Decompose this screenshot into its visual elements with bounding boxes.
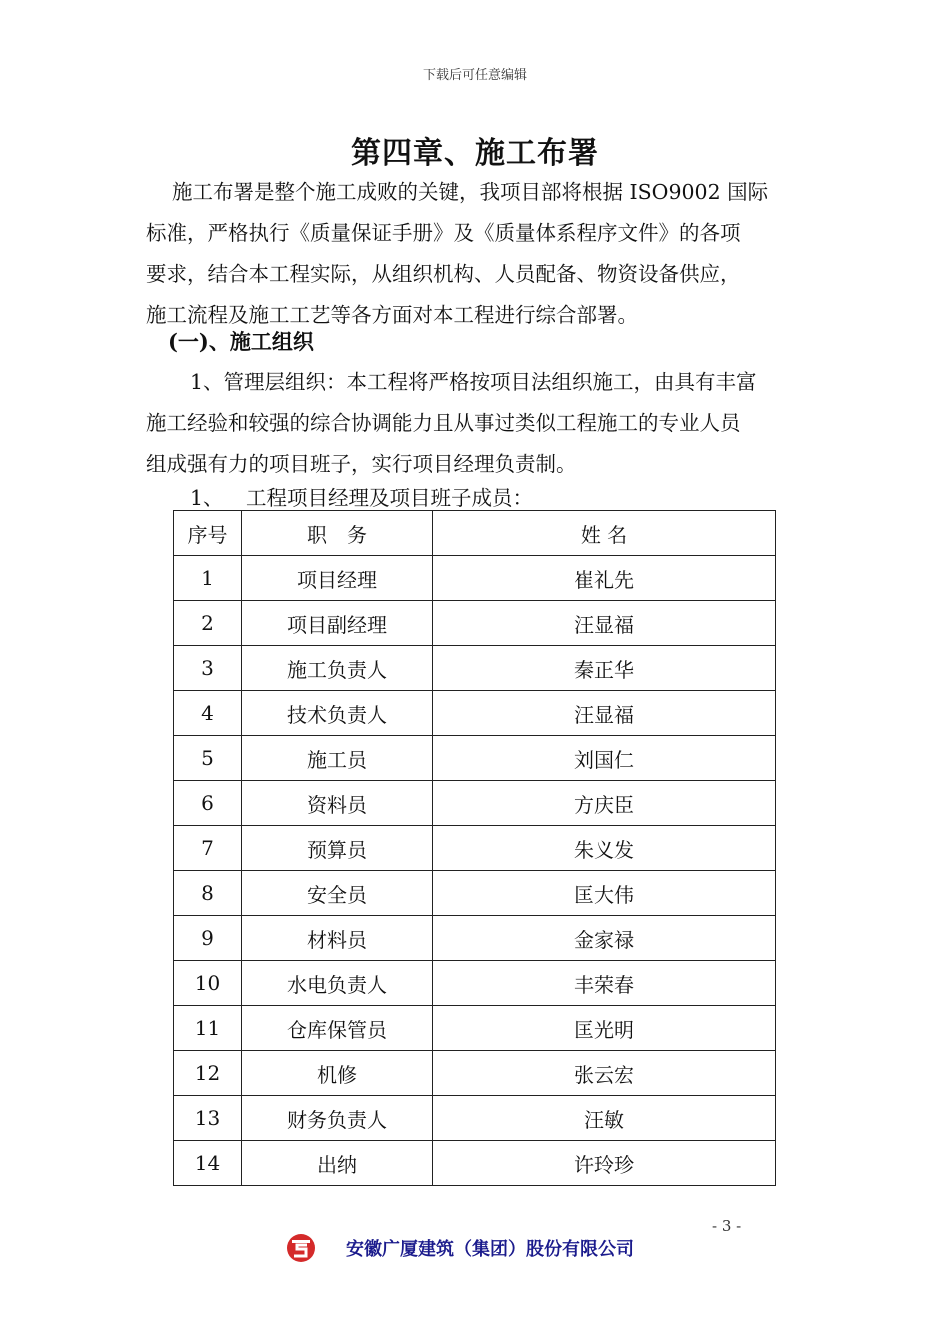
table-row: [174, 1141, 776, 1186]
table-row: [174, 1096, 776, 1141]
table-header-row: [174, 511, 776, 556]
table-row: [174, 556, 776, 601]
row-index-cell: 2: [174, 601, 242, 646]
row-position-cell: 安全员: [242, 871, 433, 916]
row-position-cell: 预算员: [242, 826, 433, 871]
row-name-cell: 匡光明: [433, 1006, 776, 1051]
row-index-cell: 3: [174, 646, 242, 691]
table-row: [174, 601, 776, 646]
row-index-cell: 7: [174, 826, 242, 871]
row-position-cell: 出纳: [242, 1141, 433, 1186]
intro-line: 施工流程及施工工艺等各方面对本工程进行综合部署。: [146, 303, 638, 327]
row-name-cell: 金家禄: [433, 916, 776, 961]
row-position-cell: 项目经理: [242, 556, 433, 601]
staff-table: [173, 510, 776, 1186]
table-row: [174, 916, 776, 961]
table-row: [174, 1051, 776, 1096]
row-position-cell: 施工负责人: [242, 646, 433, 691]
page-number: - 3 -: [712, 1217, 742, 1235]
page-watermark: 下载后可任意编辑: [422, 68, 527, 83]
header-cell-index: 序号: [174, 511, 242, 556]
row-name-cell: 张云宏: [433, 1051, 776, 1096]
table-row: [174, 691, 776, 736]
row-name-cell: 许玲珍: [433, 1141, 776, 1186]
row-name-cell: 汪显福: [433, 601, 776, 646]
row-index-cell: 6: [174, 781, 242, 826]
table-caption-number: 1、: [190, 486, 224, 510]
table-row: [174, 1006, 776, 1051]
section-line: 施工经验和较强的综合协调能力且从事过类似工程施工的专业人员: [146, 411, 741, 435]
table-row: [174, 871, 776, 916]
row-name-cell: 刘国仁: [433, 736, 776, 781]
row-position-cell: 仓库保管员: [242, 1006, 433, 1051]
table-row: [174, 826, 776, 871]
row-index-cell: 8: [174, 871, 242, 916]
row-name-cell: 崔礼先: [433, 556, 776, 601]
page-footer: [286, 1232, 634, 1264]
section-line: 组成强有力的项目班子，实行项目经理负责制。: [146, 452, 577, 476]
row-name-cell: 方庆臣: [433, 781, 776, 826]
row-index-cell: 13: [174, 1096, 242, 1141]
company-logo-icon: [286, 1233, 316, 1263]
company-name: 安徽广厦建筑（集团）股份有限公司: [346, 1239, 634, 1260]
section-line: 1、管理层组织：本工程将严格按项目法组织施工，由具有丰富: [190, 370, 757, 394]
intro-line: 标准，严格执行《质量保证手册》及《质量体系程序文件》的各项: [146, 221, 741, 245]
header-cell-name: 姓 名: [433, 511, 776, 556]
intro-paragraph: [146, 172, 810, 336]
row-index-cell: 5: [174, 736, 242, 781]
row-position-cell: 资料员: [242, 781, 433, 826]
row-position-cell: 技术负责人: [242, 691, 433, 736]
row-index-cell: 14: [174, 1141, 242, 1186]
table-caption-text: 工程项目经理及项目班子成员：: [246, 486, 533, 510]
row-index-cell: 11: [174, 1006, 242, 1051]
row-name-cell: 秦正华: [433, 646, 776, 691]
table-row: [174, 961, 776, 1006]
row-index-cell: 4: [174, 691, 242, 736]
section-heading: (一)、施工组织: [168, 329, 314, 354]
row-position-cell: 财务负责人: [242, 1096, 433, 1141]
row-position-cell: 材料员: [242, 916, 433, 961]
row-index-cell: 1: [174, 556, 242, 601]
row-index-cell: 10: [174, 961, 242, 1006]
table-row: [174, 646, 776, 691]
header-cell-position: 职 务: [242, 511, 433, 556]
intro-line: 要求，结合本工程实际，从组织机构、人员配备、物资设备供应，: [146, 262, 741, 286]
row-position-cell: 机修: [242, 1051, 433, 1096]
row-position-cell: 水电负责人: [242, 961, 433, 1006]
section-paragraph: [146, 362, 810, 485]
table-row: [174, 736, 776, 781]
row-name-cell: 汪敏: [433, 1096, 776, 1141]
row-name-cell: 汪显福: [433, 691, 776, 736]
intro-line: 施工布署是整个施工成败的关键，我项目部将根据 ISO9002 国际: [172, 180, 769, 204]
row-name-cell: 朱义发: [433, 826, 776, 871]
row-name-cell: 匡大伟: [433, 871, 776, 916]
row-index-cell: 12: [174, 1051, 242, 1096]
row-name-cell: 丰荣春: [433, 961, 776, 1006]
row-position-cell: 项目副经理: [242, 601, 433, 646]
row-position-cell: 施工员: [242, 736, 433, 781]
table-row: [174, 781, 776, 826]
row-index-cell: 9: [174, 916, 242, 961]
staff-table-body: [174, 556, 776, 1186]
chapter-title: 第四章、施工布署: [351, 136, 599, 171]
table-caption: [190, 481, 533, 511]
